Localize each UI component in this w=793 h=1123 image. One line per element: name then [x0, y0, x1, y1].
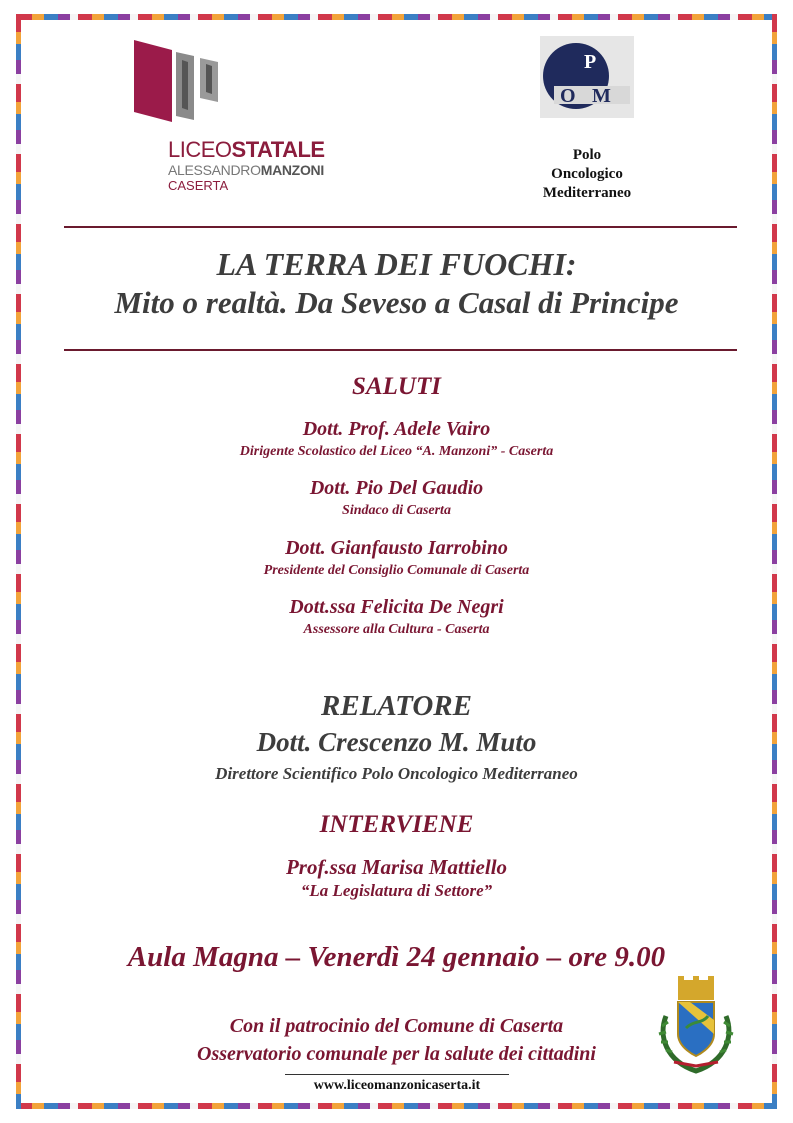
website-link[interactable]: www.liceomanzonicaserta.it — [313, 1078, 481, 1093]
footer-divider — [285, 1074, 509, 1075]
interviene-heading: INTERVIENE — [319, 811, 474, 838]
interviene-topic: “La Legislatura di Settore” — [300, 881, 493, 900]
caserta-crest-icon — [656, 976, 736, 1076]
relatore-role: Direttore Scientifico Polo Oncologico Mediterraneo — [215, 764, 578, 783]
patrocinio-line-1: Con il patrocinio del Comune di Caserta — [229, 1015, 564, 1037]
interviene-name: Prof.ssa Marisa Mattiello — [285, 855, 508, 879]
alessandro-word: ALESSANDRO — [168, 162, 261, 178]
decorative-border-left — [16, 14, 21, 1109]
pom-line-3: Mediterraneo — [542, 185, 632, 201]
pom-letter-m: M — [592, 85, 611, 107]
saluti-role-2: Sindaco di Caserta — [342, 503, 451, 518]
decorative-border-top — [18, 14, 775, 20]
pom-letter-o: O — [560, 85, 576, 107]
saluti-name-2: Dott. Pio Del Gaudio — [309, 477, 484, 499]
pom-logo-icon — [540, 36, 634, 118]
saluti-role-1: Dirigente Scolastico del Liceo “A. Manzoni” - Caserta — [239, 444, 554, 459]
manzoni-word: MANZONI — [260, 162, 324, 178]
decorative-border-bottom — [18, 1103, 775, 1109]
caserta-word: CASERTA — [168, 178, 229, 193]
pom-line-1: Polo — [572, 147, 602, 163]
title-line-1: LA TERRA DEI FUOCHI: — [216, 246, 577, 282]
pom-letter-p: P — [584, 51, 597, 73]
liceo-logo-icon — [132, 40, 227, 122]
relatore-heading: RELATORE — [321, 690, 472, 722]
pom-line-2: Oncologico — [551, 166, 623, 182]
saluti-name-4: Dott.ssa Felicita De Negri — [289, 596, 504, 618]
liceo-logo-text — [168, 138, 325, 194]
saluti-role-3: Presidente del Consiglio Comunale di Caserta — [263, 563, 530, 578]
event-datetime: Aula Magna – Venerdì 24 gennaio – ore 9.00 — [127, 941, 666, 973]
title-line-2: Mito o realtà. Da Seveso a Casal di Principe — [114, 285, 679, 320]
liceo-word: LICEO — [168, 137, 232, 162]
decorative-border-right — [772, 14, 777, 1109]
divider-bottom — [64, 349, 737, 351]
saluti-name-1: Dott. Prof. Adele Vairo — [302, 418, 491, 440]
relatore-name: Dott. Crescenzo M. Muto — [256, 727, 537, 757]
saluti-role-4: Assessore alla Cultura - Caserta — [303, 622, 490, 637]
pom-logo-caption — [520, 146, 654, 203]
saluti-heading: SALUTI — [352, 373, 441, 400]
patrocinio-line-2: Osservatorio comunale per la salute dei cittadini — [197, 1043, 596, 1065]
statale-word: STATALE — [231, 137, 325, 162]
saluti-name-3: Dott. Gianfausto Iarrobino — [285, 537, 508, 559]
divider-top — [64, 226, 737, 228]
